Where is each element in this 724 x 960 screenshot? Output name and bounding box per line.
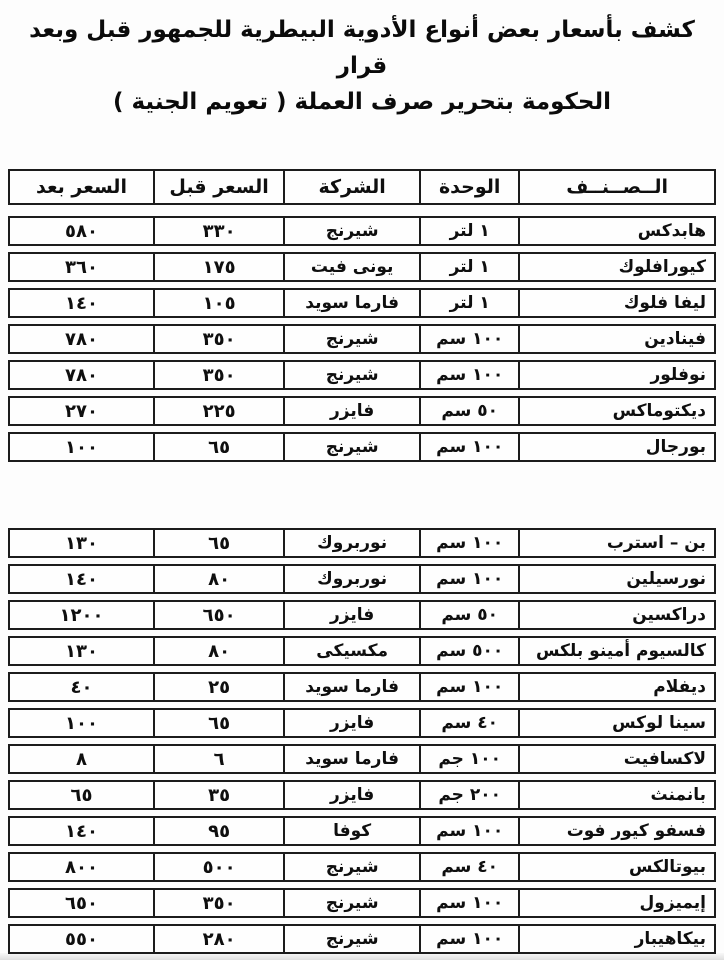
price-after-cell: ١٣٠ (65, 532, 98, 554)
company-cell: فايزر (283, 710, 419, 736)
company-cell: شيرنج (283, 854, 419, 880)
page-title-line-2: الحكومة بتحرير صرف العملة ( تعويم الجنية ) (112, 89, 612, 115)
price-after-cell: ٦٥ (70, 784, 93, 806)
price-before-cell: ٩٥ (153, 818, 283, 844)
unit-cell: ١٠٠ سم (419, 362, 518, 388)
price-table-section-1 (8, 216, 716, 462)
unit-cell: ١٠٠ سم (419, 818, 518, 844)
item-name-cell: نوفلور (518, 362, 714, 388)
price-after-cell: ٥٥٠ (65, 928, 98, 950)
item-name-cell: كالسيوم أمينو بلكس (518, 638, 714, 664)
unit-cell: ١ لتر (419, 290, 518, 316)
unit-cell: ٥٠٠ سم (419, 638, 518, 664)
table-row (8, 324, 716, 354)
company-cell: فارما سويد (283, 674, 419, 700)
table-row (8, 672, 716, 702)
item-name-cell: بيكاهيبار (518, 926, 714, 952)
item-name-cell: بورجال (518, 434, 714, 460)
price-after-cell: ١٠٠ (65, 712, 98, 734)
company-cell: فايزر (283, 398, 419, 424)
item-name-cell: إيميزول (518, 890, 714, 916)
price-before-cell: ١٠٥ (153, 290, 283, 316)
unit-cell: ١٠٠ سم (419, 530, 518, 556)
unit-cell: ١٠٠ جم (419, 746, 518, 772)
item-name-cell: ليفا فلوك (518, 290, 714, 316)
price-before-cell: ٥٠٠ (153, 854, 283, 880)
column-header-item: الــصــنــف (518, 171, 714, 203)
scan-edge-shadow (0, 953, 724, 960)
unit-cell: ١٠٠ سم (419, 890, 518, 916)
unit-cell: ٤٠ سم (419, 710, 518, 736)
company-cell: شيرنج (283, 434, 419, 460)
column-header-price-after: السعر بعد (35, 176, 127, 198)
page-title-line-1: كشف بأسعار بعض أنواع الأدوية البيطرية للجمهور قبل وبعد قرار (29, 17, 695, 79)
company-cell: فارما سويد (283, 290, 419, 316)
item-name-cell: ديفلام (518, 674, 714, 700)
item-name-cell: فسفو كيور فوت (518, 818, 714, 844)
table-row (8, 924, 716, 954)
price-before-cell: ٦٥ (153, 530, 283, 556)
company-cell: شيرنج (283, 926, 419, 952)
table-row (8, 744, 716, 774)
price-after-cell: ٢٧٠ (65, 400, 98, 422)
price-before-cell: ٦٥ (153, 434, 283, 460)
company-cell: فارما سويد (283, 746, 419, 772)
unit-cell: ١٠٠ سم (419, 566, 518, 592)
unit-cell: ١٠٠ سم (419, 674, 518, 700)
unit-cell: ١ لتر (419, 254, 518, 280)
column-header-price-before: السعر قبل (153, 171, 283, 203)
price-before-cell: ٢٥ (153, 674, 283, 700)
unit-cell: ٢٠٠ جم (419, 782, 518, 808)
company-cell: فايزر (283, 602, 419, 628)
price-after-cell: ٨٠٠ (65, 856, 98, 878)
unit-cell: ٥٠ سم (419, 398, 518, 424)
company-cell: شيرنج (283, 326, 419, 352)
price-after-cell: ٨ (75, 748, 87, 770)
price-before-cell: ٣٥٠ (153, 890, 283, 916)
table-row (8, 432, 716, 462)
table-row (8, 636, 716, 666)
price-after-cell: ١٠٠ (65, 436, 98, 458)
price-before-cell: ٣٥٠ (153, 362, 283, 388)
price-after-cell: ٣٦٠ (65, 256, 98, 278)
item-name-cell: نورسيلين (518, 566, 714, 592)
price-before-cell: ٨٠ (153, 638, 283, 664)
price-after-cell: ١٢٠٠ (59, 604, 104, 626)
price-after-cell: ١٤٠ (65, 820, 98, 842)
price-table-section-2 (8, 528, 716, 954)
item-name-cell: ديكتوماكس (518, 398, 714, 424)
table-row (8, 396, 716, 426)
company-cell: مكسيكى (283, 638, 419, 664)
table-row (8, 780, 716, 810)
price-after-cell: ٧٨٠ (65, 328, 98, 350)
column-header-company: الشركة (283, 171, 419, 203)
company-cell: كوفا (283, 818, 419, 844)
item-name-cell: بن – استرب (518, 530, 714, 556)
price-before-cell: ٦٥٠ (153, 602, 283, 628)
item-name-cell: لاكسافيت (518, 746, 714, 772)
price-after-cell: ٧٨٠ (65, 364, 98, 386)
price-after-cell: ٤٠ (70, 676, 93, 698)
price-after-cell: ١٤٠ (65, 568, 98, 590)
table-row (8, 216, 716, 246)
table-row (8, 816, 716, 846)
unit-cell: ٥٠ سم (419, 602, 518, 628)
company-cell: فايزر (283, 782, 419, 808)
company-cell: نوربروك (283, 566, 419, 592)
item-name-cell: هابدكس (518, 218, 714, 244)
table-row (8, 888, 716, 918)
unit-cell: ١٠٠ سم (419, 326, 518, 352)
table-row (8, 360, 716, 390)
price-after-cell: ١٤٠ (65, 292, 98, 314)
company-cell: شيرنج (283, 218, 419, 244)
table-row (8, 600, 716, 630)
price-after-cell: ١٣٠ (65, 640, 98, 662)
price-before-cell: ٢٢٥ (153, 398, 283, 424)
company-cell: نوربروك (283, 530, 419, 556)
table-row (8, 708, 716, 738)
price-before-cell: ١٧٥ (153, 254, 283, 280)
unit-cell: ١ لتر (419, 218, 518, 244)
page-title (0, 0, 724, 120)
unit-cell: ٤٠ سم (419, 854, 518, 880)
price-tables (0, 169, 724, 954)
table-header-row (8, 169, 716, 205)
unit-cell: ١٠٠ سم (419, 926, 518, 952)
price-before-cell: ٨٠ (153, 566, 283, 592)
price-before-cell: ٦ (153, 746, 283, 772)
item-name-cell: بانمنث (518, 782, 714, 808)
price-before-cell: ٢٨٠ (153, 926, 283, 952)
item-name-cell: دراكسين (518, 602, 714, 628)
section-gap (8, 468, 716, 528)
table-row (8, 252, 716, 282)
company-cell: شيرنج (283, 890, 419, 916)
column-header-unit: الوحدة (419, 171, 518, 203)
price-before-cell: ٣٥٠ (153, 326, 283, 352)
item-name-cell: فينادين (518, 326, 714, 352)
unit-cell: ١٠٠ سم (419, 434, 518, 460)
item-name-cell: سينا لوكس (518, 710, 714, 736)
price-after-cell: ٥٨٠ (65, 220, 98, 242)
item-name-cell: كيورافلوك (518, 254, 714, 280)
price-after-cell: ٦٥٠ (65, 892, 98, 914)
price-before-cell: ٣٥ (153, 782, 283, 808)
price-before-cell: ٣٣٠ (153, 218, 283, 244)
table-row (8, 528, 716, 558)
price-before-cell: ٦٥ (153, 710, 283, 736)
table-row (8, 288, 716, 318)
company-cell: شيرنج (283, 362, 419, 388)
item-name-cell: بيوتالكس (518, 854, 714, 880)
company-cell: يونى فيت (283, 254, 419, 280)
table-row (8, 852, 716, 882)
table-row (8, 564, 716, 594)
